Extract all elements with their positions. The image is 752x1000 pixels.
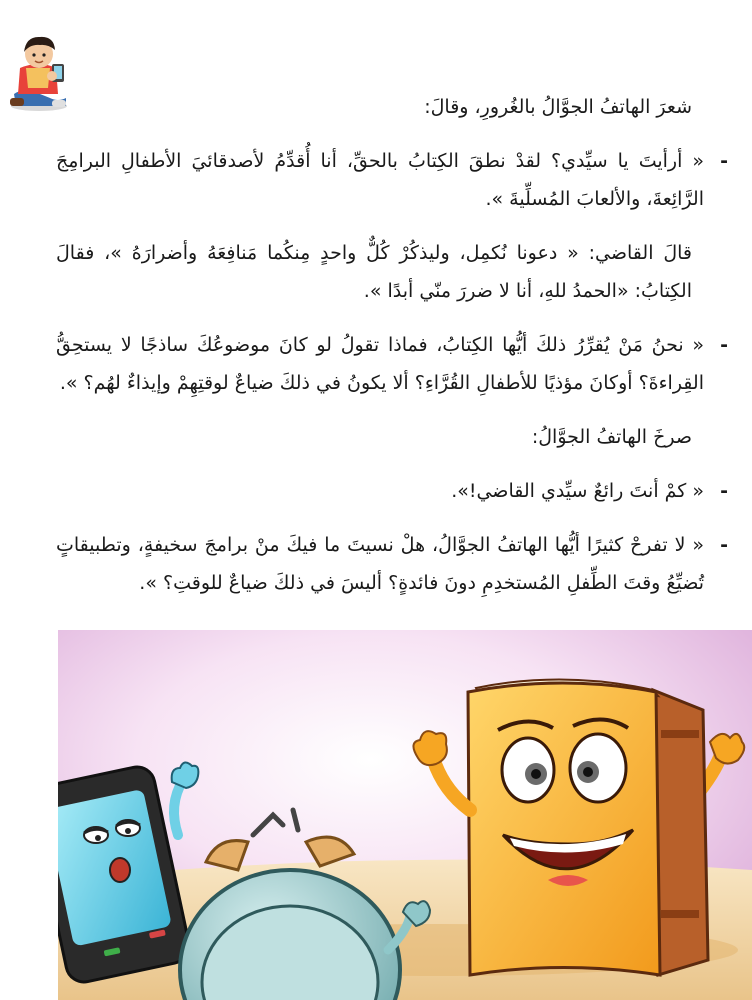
paragraph-6: [56, 472, 732, 510]
paragraph-7: [56, 526, 732, 602]
dialogue-dash: -: [720, 480, 728, 502]
paragraph-5: [56, 418, 732, 456]
paragraph-3: [56, 234, 732, 310]
paragraph-1: [56, 88, 732, 126]
story-illustration: [58, 630, 752, 1000]
paragraph-text: قالَ القاضي: « دعونا نُكمِل، وليذكُرْ كُلٌّ واحدٍ مِنكُما مَنافِعَهُ وأضرارَهُ »، فقالَ الكِتابُ: «الحمدُ للهِ، أنا لا ضررَ منّي أبدًا ».: [56, 242, 692, 302]
paragraph-4: [56, 326, 732, 402]
dialogue-dash: -: [720, 150, 728, 172]
paragraph-2: [56, 142, 732, 218]
dialogue-dash: -: [720, 534, 728, 556]
story-text: [56, 88, 732, 618]
paragraph-text: « كمْ أنتَ رائعٌ سيِّدي القاضي!».: [451, 480, 704, 502]
paragraph-text: « نحنُ مَنْ يُقرِّرُ ذلكَ أيُّها الكِتابُ، فماذا تقولُ لو كانَ موضوعُكَ ساذجًا لا يستحِقُّ القِراءةَ؟ أوكانَ مؤذيًا للأطفالِ القُرَّاءِ؟ ألا يكونُ في ذلكَ ضياعٌ لوقتِهِمْ وإيذاءٌ لهُم؟ ».: [56, 334, 704, 394]
paragraph-text: شعرَ الهاتفُ الجوَّالُ بالغُرورِ، وقالَ:: [424, 96, 692, 118]
paragraph-text: صرخَ الهاتفُ الجوَّالُ:: [531, 426, 692, 448]
dialogue-dash: -: [720, 334, 728, 356]
paragraph-text: « أرأيتَ يا سيِّدي؟ لقدْ نطقَ الكِتابُ بالحقِّ، أنا أُقدِّمُ لأصدقائيَ الأطفالِ البرامِجَ الرَّائِعةَ، والألعابَ المُسلِّيةَ ».: [56, 150, 704, 210]
paragraph-text: « لا تفرحْ كثيرًا أيُّها الهاتفُ الجوَّالُ، هلْ نسيتَ ما فيكَ منْ برامجَ سخيفةٍ، وتطبيقاتٍ تُضيِّعُ وقتَ الطِّفلِ المُستخدِمِ دونَ فائدةٍ؟ أليسَ في ذلكَ ضياعٌ للوقتِ؟ ».: [56, 534, 704, 594]
